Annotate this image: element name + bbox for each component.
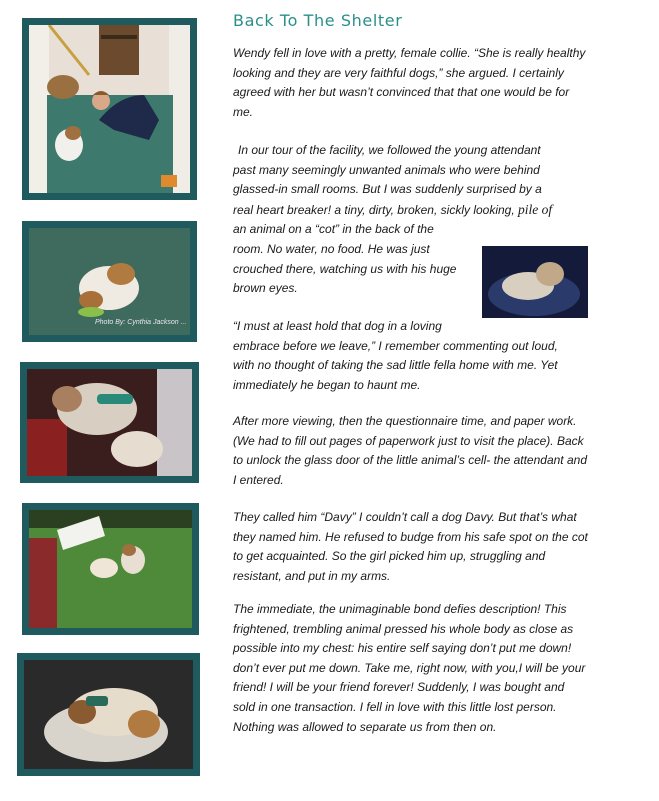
paragraph-2-line-8: brown eyes.: [233, 281, 298, 296]
paragraph-5: They called him “Davy” I couldn’t call a dog Davy. But that’s what they named him. He refused to budge from his safe spot on the cot to get acquainted. So the girl picked him up, struggling and resistant, and put in my arms.: [233, 510, 588, 583]
paragraph-2-line-3: glassed-in small rooms. But I was suddenly surprised by a: [233, 182, 542, 197]
photo-sleeping-dog-blanket-image: [27, 369, 192, 476]
paragraph-2-line-4-text: real heart breaker! a tiny, dirty, broken, sickly looking,: [233, 202, 515, 217]
paragraph-3-line-3: with no thought of taking the sad little fella home with me. Yet: [233, 358, 558, 373]
paragraph-3-line-2: embrace before we leave,” I remember commenting out loud,: [233, 338, 558, 353]
paragraph-2-line-1: In our tour of the facility, we followed the young attendant: [238, 143, 541, 157]
paragraph-3-line-4: immediately he began to haunt me.: [233, 377, 421, 392]
photo-dog-sleeping-pillow-image: [24, 660, 193, 769]
paragraph-2-line-7: crouched there, watching us with his huge: [233, 261, 457, 276]
paragraph-2-pile-of: pile of: [518, 201, 553, 217]
paragraph-4: After more viewing, then the questionnaire time, and paper work. (We had to fill out pages of paperwork just to visit the place). Back to unlock the glass door of the little animal’s cell- the attendant and I entered.: [233, 414, 587, 487]
photo-man-with-puppy: [22, 18, 197, 200]
paragraph-6: The immediate, the unimaginable bond defies description! This frightened, trembling animal pressed his whole body as close as possible into my chest: his entire self saying don’t put me down! don’t ever put me down. Take me, right now, with you,I will be your friend! I will be your friend forever! Suddenly, I was bought and sold in one transaction. I fell in love with this little lost person. Nothing was allowed to separate us from then on.: [233, 602, 586, 734]
photo-sleeping-dog-blanket: [20, 362, 199, 483]
photo-puppy-with-toy: [22, 221, 197, 342]
paragraph-2-line-2: past many seemingly unwanted animals who were behind: [233, 162, 540, 177]
paragraph-3: [233, 317, 613, 395]
paragraph-3-line-1: “I must at least hold that dog in a loving: [233, 319, 442, 333]
paragraph-2-line-4: [233, 200, 613, 221]
photo-dog-sleeping-pillow: [17, 653, 200, 776]
photo-dogs-on-lawn: [22, 503, 199, 635]
paragraph-2-line-5: an animal on a “cot” in the back of the: [233, 222, 434, 237]
paragraph-2: [233, 141, 613, 299]
photo-man-with-puppy-image: [29, 25, 190, 193]
paragraph-2-line-6: room. No water, no food. He was just: [233, 241, 430, 256]
paragraph-1: Wendy fell in love with a pretty, female collie. “She is really healthy looking and they are very faithful dogs,” she argued. I certainly agreed with her but wasn’t convinced that that one would be for me.: [233, 46, 586, 119]
photo-credit: Photo By: Cynthia Jackson ...: [95, 319, 187, 326]
article-title: Back To The Shelter: [233, 11, 403, 30]
photo-dogs-on-lawn-image: [29, 510, 192, 628]
